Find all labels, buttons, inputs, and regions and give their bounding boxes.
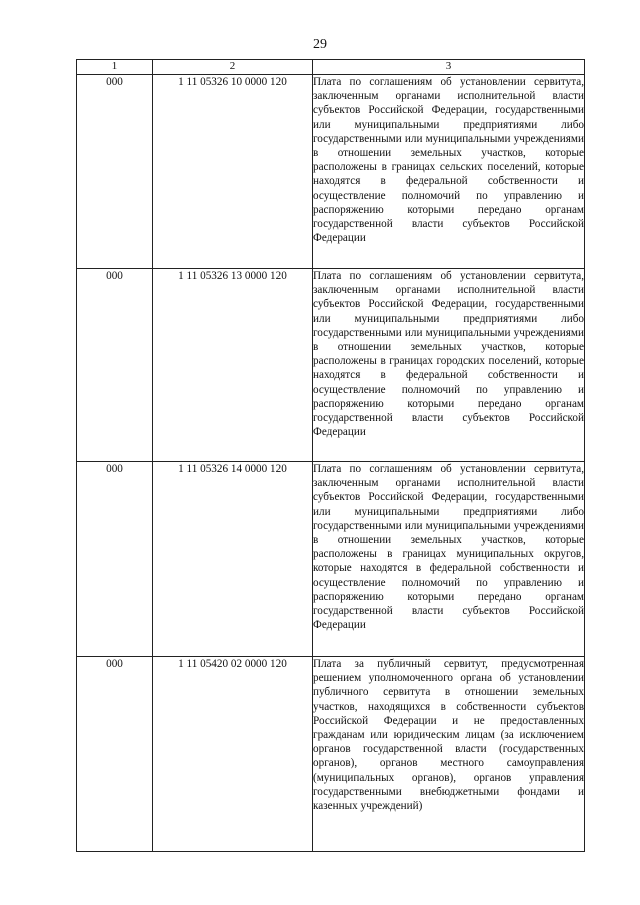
description-cell: Плата за публичный сервитут, предусмотренная решением уполномоченного органа об установлении публичного сервитута в отношении земельных участков, находящихся в собственности субъектов Российской Федерации и не предоставленных гражданам или юридическим лицам (за исключением органов государственной власти (государственных органов), органов местного самоуправления (муниципальных органов), органов управления государственными внебюджетными фондами и казенных учреждений) [313,657,585,852]
description-cell: Плата по соглашениям об установлении сервитута, заключенным органами исполнительной власти субъектов Российской Федерации, государственными или муниципальными предприятиями либо государственными или муниципальными учреждениями в отношении земельных участков, которые расположены в границах муниципальных округов, которые находятся в федеральной собственности и осуществление полномочий по управлению и распоряжению которыми передано органам государственной власти субъектов Российской Федерации [313,462,585,657]
revenue-code-cell: 1 11 05420 02 0000 120 [153,657,313,852]
column-header-3: 3 [313,60,585,75]
budget-classification-table [76,59,585,852]
table-row [77,462,585,657]
revenue-code-cell: 1 11 05326 10 0000 120 [153,75,313,269]
admin-code-cell: 000 [77,75,153,269]
admin-code-cell: 000 [77,269,153,462]
table-row [77,75,585,269]
column-header-1: 1 [77,60,153,75]
table-header-row [77,60,585,75]
table-row [77,269,585,462]
description-cell: Плата по соглашениям об установлении сервитута, заключенным органами исполнительной власти субъектов Российской Федерации, государственными или муниципальными предприятиями либо государственными или муниципальными учреждениями в отношении земельных участков, которые расположены в границах городских поселений, которые находятся в федеральной собственности и осуществление полномочий по управлению и распоряжению которыми передано органам государственной власти субъектов Российской Федерации [313,269,585,462]
revenue-code-cell: 1 11 05326 14 0000 120 [153,462,313,657]
description-cell: Плата по соглашениям об установлении сервитута, заключенным органами исполнительной власти субъектов Российской Федерации, государственными или муниципальными предприятиями либо государственными или муниципальными учреждениями в отношении земельных участков, которые расположены в границах сельских поселений, которые находятся в федеральной собственности и осуществление полномочий по управлению и распоряжению которыми передано органам государственной власти субъектов Российской Федерации [313,75,585,269]
revenue-code-cell: 1 11 05326 13 0000 120 [153,269,313,462]
table-row [77,657,585,852]
admin-code-cell: 000 [77,462,153,657]
column-header-2: 2 [153,60,313,75]
page-number: 29 [313,37,327,52]
admin-code-cell: 000 [77,657,153,852]
